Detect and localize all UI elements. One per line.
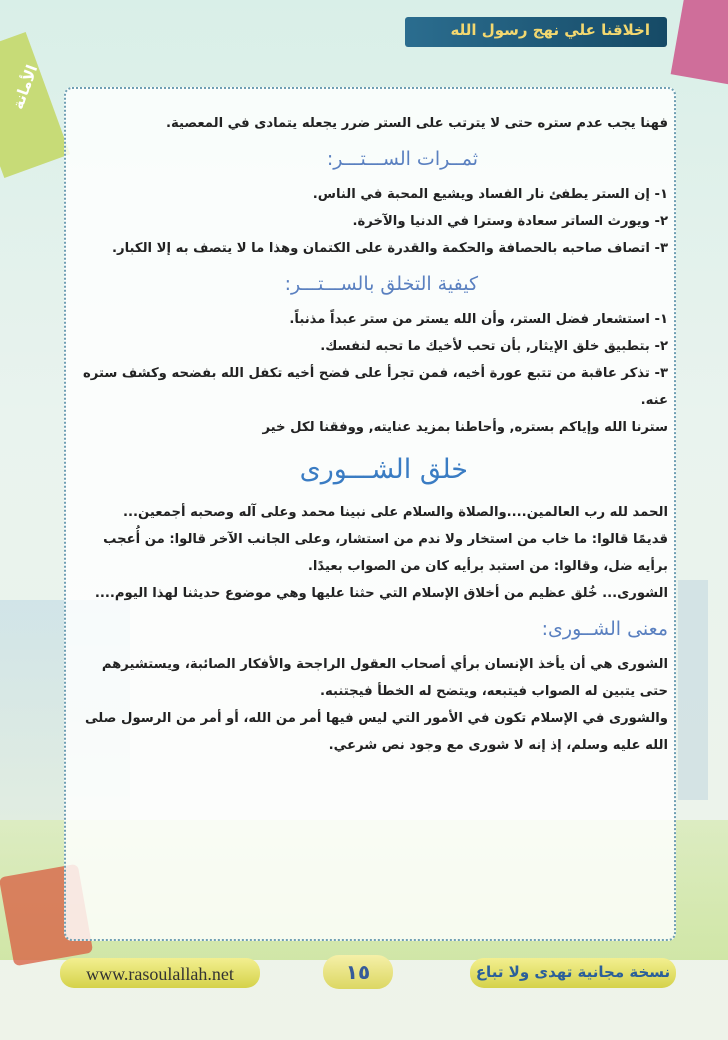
intro-paragraph: فهنا يجب عدم ستره حتى لا يترتب على الستر ضرر يجعله يتمادى في المعصية. bbox=[165, 116, 668, 131]
shura-paragraph: قديمًا قالوا: ما خاب من استخار ولا ندم من استشار، وعلى الجانب الآخر قالوا: من أُعجب برأيه ضل، وقالوا: من استبد برأيه كان من الصواب بعيدًا. bbox=[103, 532, 668, 574]
shura-paragraph: الحمد لله رب العالمين....والصلاة والسلام على نبينا محمد وعلى آله وصحبه أجمعين... bbox=[122, 505, 668, 520]
list-item: ٣- تذكر عاقبة من تتبع عورة أخيه، فمن تجرأ على فضح أخيه تكفل الله بفضحه وكشف ستره عنه. bbox=[82, 366, 668, 408]
prayer-line: سترنا الله وإياكم بستره, وأحاطنا بمزيد عنايته, ووفقنا لكل خير bbox=[262, 420, 668, 435]
list-item: ٣- اتصاف صاحبه بالحصافة والحكمة والقدرة على الكتمان وهذا ما لا يتصف به إلا الكبار. bbox=[111, 241, 668, 256]
list-item: ١- استشعار فضل الستر، وأن الله يستر من ستر عبداً مذنباً. bbox=[289, 312, 668, 327]
list-item: ٢- بتطبيق خلق الإيثار, بأن تحب لأخيك ما تحبه لنفسك. bbox=[320, 339, 668, 354]
website-link[interactable]: www.rasoulallah.net bbox=[86, 964, 234, 984]
meaning-paragraph: الشورى هي أن يأخذ الإنسان برأي أصحاب العقول الراجحة والأفكار الصائبة، ويستشيرهم حتى يتبين له الصواب فيتبعه، ويتضح له الخطأ فيجتنبه. bbox=[101, 657, 668, 699]
heading-shura: خلق الشـــورى bbox=[299, 454, 468, 485]
header-title: اخلاقنا علي نهج رسول الله bbox=[450, 21, 650, 39]
article-body bbox=[72, 110, 668, 759]
meaning-paragraph: والشورى في الإسلام تكون في الأمور التي ليس فيها أمر من الله، أو أمر من الرسول صلى الله عليه وسلم، إذ إنه لا شورى مع وجود نص شرعي. bbox=[84, 711, 668, 753]
ribbon-text: الأمانة bbox=[8, 62, 42, 112]
page-number: ١٥ bbox=[345, 960, 371, 984]
list-item: ٢- ويورث الساتر سعادة وسترا في الدنيا والآخرة. bbox=[352, 214, 668, 229]
heading-meaning-of-shura: معنى الشــورى: bbox=[541, 618, 668, 640]
decorative-minaret-image bbox=[678, 580, 708, 800]
heading-how-to-cover: كيفية التخلق بالســـتـــر: bbox=[284, 273, 478, 295]
free-copy-notice: نسخة مجانية تهدى ولا تباع bbox=[475, 963, 671, 981]
shura-paragraph: الشورى... خُلق عظيم من أخلاق الإسلام التي حثنا عليها وهي موضوع حديثنا لهذا اليوم.... bbox=[94, 586, 668, 601]
list-item: ١- إن الستر يطفئ نار الفساد ويشيع المحبة في الناس. bbox=[312, 187, 668, 202]
heading-fruits-of-covering: ثمــرات الســـتـــر: bbox=[326, 148, 478, 170]
